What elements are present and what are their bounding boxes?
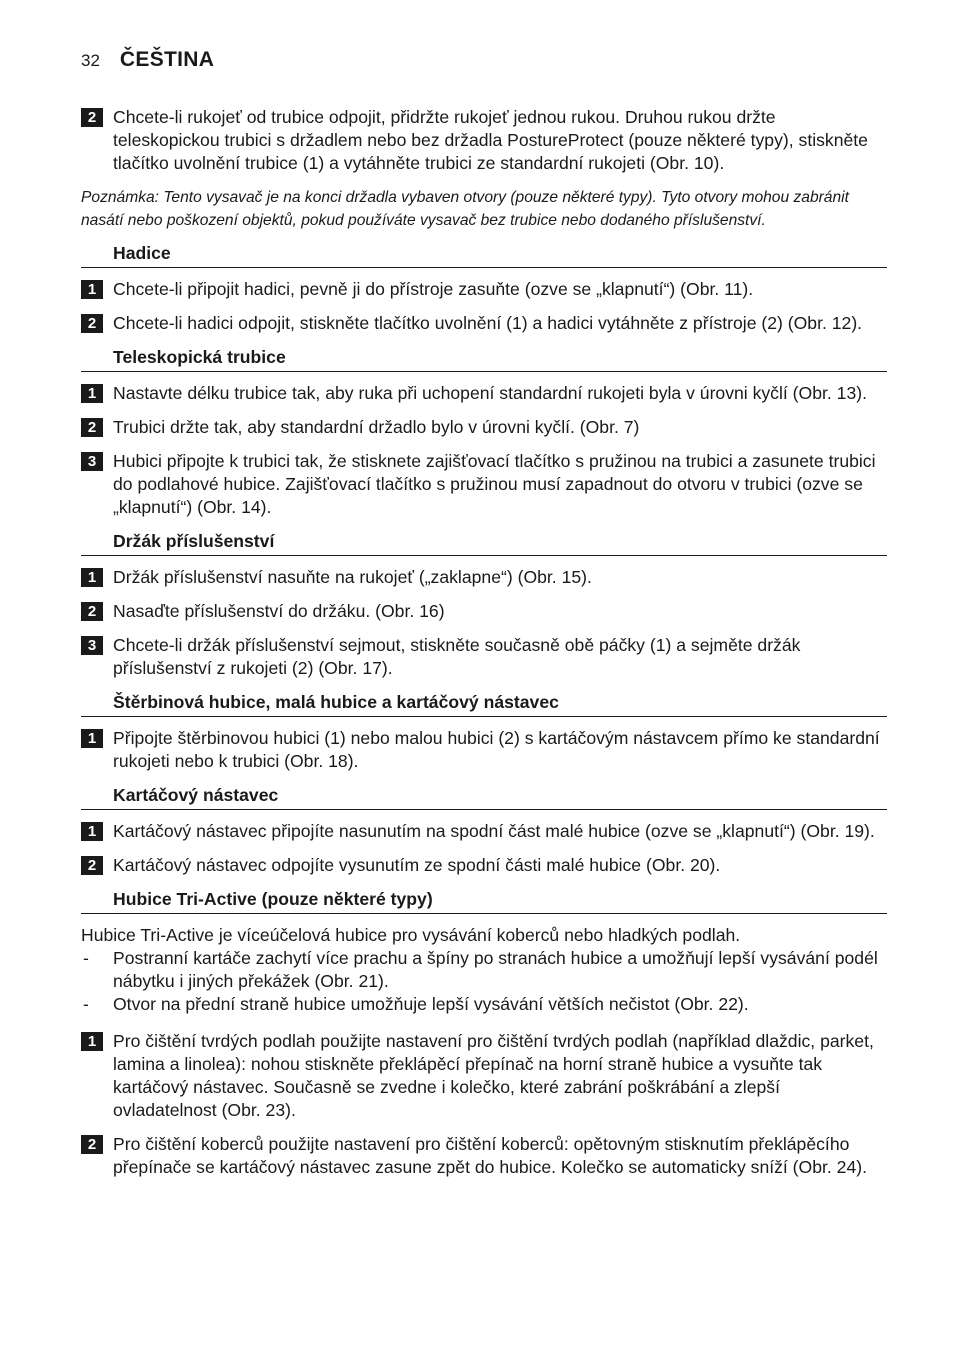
step-item	[81, 1030, 887, 1122]
page-number: 32	[81, 51, 100, 70]
step-item	[81, 450, 887, 519]
step-text: Nasaďte příslušenství do držáku. (Obr. 16)	[113, 601, 445, 621]
step-number-badge: 1	[81, 568, 103, 587]
step-text: Chcete-li držák příslušenství sejmout, stiskněte současně obě páčky (1) a sejměte držák příslušenství z rukojeti (2) (Obr. 17).	[113, 635, 801, 678]
step-number-badge: 3	[81, 452, 103, 471]
step-item	[81, 382, 887, 405]
step-number-badge: 1	[81, 822, 103, 841]
step-number-badge: 3	[81, 636, 103, 655]
step-text: Pro čištění tvrdých podlah použijte nastavení pro čištění tvrdých podlah (například dlaždic, parket, lamina a linolea): nohou stiskněte překlápěcí přepínač na horní straně hubice a vysuňte tak kartáčový nástavec. Současně se zvedne i kolečko, které zabrání poškrábání a zlepší ovladatelnost (Obr. 23).	[113, 1031, 874, 1120]
step-item	[81, 278, 887, 301]
step-item	[81, 820, 887, 843]
step-text: Kartáčový nástavec odpojíte vysunutím ze spodní části malé hubice (Obr. 20).	[113, 855, 721, 875]
step-text: Kartáčový nástavec připojíte nasunutím na spodní část malé hubice (ozve se „klapnutí“) (Obr. 19).	[113, 821, 875, 841]
step-text: Chcete-li hadici odpojit, stiskněte tlačítko uvolnění (1) a hadici vytáhněte z přístroje (2) (Obr. 12).	[113, 313, 863, 333]
step-item	[81, 312, 887, 335]
note-paragraph: Poznámka: Tento vysavač je na konci držadla vybaven otvory (pouze některé typy). Tyto otvory mohou zabránit nasátí nebo poškození objektů, pokud používáte vysavač bez trubice nebo dodaného příslušenství.	[81, 189, 849, 229]
step-item	[81, 416, 887, 439]
step-number-badge: 2	[81, 602, 103, 621]
section-title-hubice-tri-active: Hubice Tri-Active (pouze některé typy)	[81, 888, 887, 914]
step-item	[81, 634, 887, 680]
section-title-kartacovy-nastavec: Kartáčový nástavec	[81, 784, 887, 810]
bullet-text: Postranní kartáče zachytí více prachu a špíny po stranách hubice a umožňují lepší vysávání podél nábytku i jiných překážek (Obr. 21).	[113, 948, 878, 991]
step-item	[81, 854, 887, 877]
step-item	[81, 106, 887, 175]
section-title-sterbinova-hubice: Štěrbinová hubice, malá hubice a kartáčový nástavec	[81, 691, 887, 717]
step-number-badge: 1	[81, 1032, 103, 1051]
step-text: Připojte štěrbinovou hubici (1) nebo malou hubici (2) s kartáčovým nástavcem přímo ke standardní rukojeti nebo k trubici (Obr. 18).	[113, 728, 880, 771]
bullet-item	[81, 947, 887, 993]
bullet-text: Otvor na přední straně hubice umožňuje lepší vysávání větších nečistot (Obr. 22).	[113, 994, 749, 1014]
step-item	[81, 600, 887, 623]
step-number-badge: 2	[81, 1135, 103, 1154]
bullet-dash: -	[83, 994, 89, 1014]
page-content	[81, 106, 887, 1190]
bullet-list	[81, 947, 887, 1016]
intro-paragraph: Hubice Tri-Active je víceúčelová hubice pro vysávání koberců nebo hladkých podlah.	[81, 925, 741, 945]
step-number-badge: 1	[81, 729, 103, 748]
page-language-title: ČEŠTINA	[119, 48, 215, 71]
step-number-badge: 2	[81, 856, 103, 875]
step-text: Pro čištění koberců použijte nastavení pro čištění koberců: opětovným stisknutím překlápěcího přepínače se kartáčový nástavec zasune zpět do hubice. Kolečko se automaticky sníží (Obr. 24).	[113, 1134, 867, 1177]
step-number-badge: 2	[81, 108, 103, 127]
step-item	[81, 727, 887, 773]
step-text: Chcete-li připojit hadici, pevně ji do přístroje zasuňte (ozve se „klapnutí“) (Obr. 11).	[113, 279, 754, 299]
section-title-drzak-prislusenstvi: Držák příslušenství	[81, 530, 887, 556]
step-number-badge: 2	[81, 314, 103, 333]
step-number-badge: 2	[81, 418, 103, 437]
step-text: Nastavte délku trubice tak, aby ruka při uchopení standardní rukojeti byla v úrovni kyčlí (Obr. 13).	[113, 383, 867, 403]
section-title-hadice: Hadice	[81, 242, 887, 268]
step-text: Držák příslušenství nasuňte na rukojeť („zaklapne“) (Obr. 15).	[113, 567, 592, 587]
step-item	[81, 566, 887, 589]
step-number-badge: 1	[81, 280, 103, 299]
step-text: Hubici připojte k trubici tak, že stisknete zajišťovací tlačítko s pružinou na trubici a zasunete trubici do podlahové hubice. Zajišťovací tlačítko s pružinou musí zapadnout do otvoru v trubici (ozve se „klapnutí“) (Obr. 14).	[113, 451, 876, 517]
step-text: Trubici držte tak, aby standardní držadlo bylo v úrovni kyčlí. (Obr. 7)	[113, 417, 640, 437]
bullet-dash: -	[83, 948, 89, 968]
step-item	[81, 1133, 887, 1179]
step-text: Chcete-li rukojeť od trubice odpojit, přidržte rukojeť jednou rukou. Druhou rukou držte teleskopickou trubici s držadlem nebo bez držadla PostureProtect (pouze některé typy), stiskněte tlačítko uvolnění trubice (1) a vytáhněte trubici ze standardní rukojeti (Obr. 10).	[113, 107, 868, 173]
section-title-teleskopicka-trubice: Teleskopická trubice	[81, 346, 887, 372]
bullet-item	[81, 993, 887, 1016]
step-number-badge: 1	[81, 384, 103, 403]
page-header	[81, 48, 214, 72]
